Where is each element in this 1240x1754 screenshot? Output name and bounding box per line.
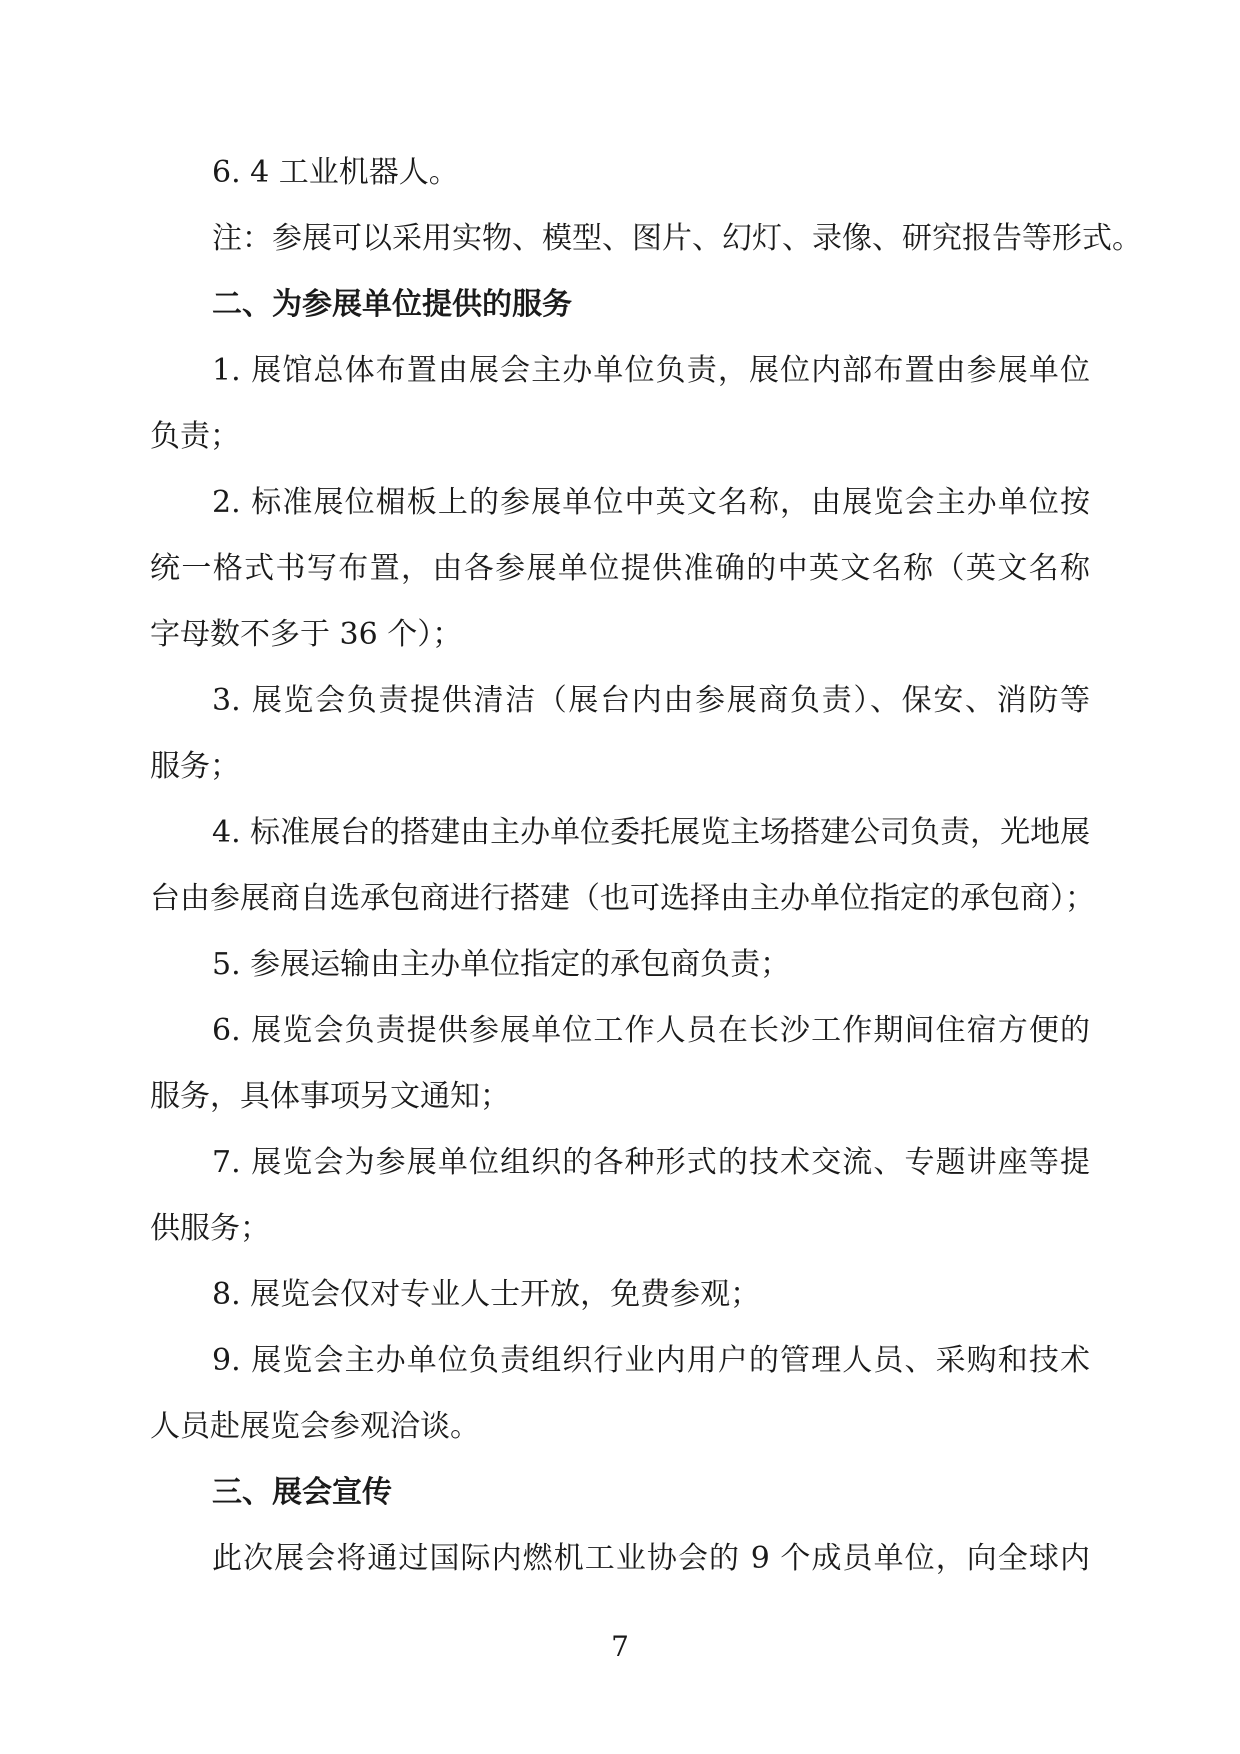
service-2-line-3: 字母数不多于 36 个）；	[150, 617, 463, 652]
service-4-line-1: 4. 标准展台的搭建由主办单位委托展览主场搭建公司负责，光地展	[212, 815, 1091, 850]
service-1-line-1: 1. 展馆总体布置由展会主办单位负责，展位内部布置由参展单位	[212, 353, 1090, 388]
service-7-line-1: 7. 展览会为参展单位组织的各种形式的技术交流、专题讲座等提	[212, 1145, 1090, 1180]
item-6-4: 6. 4 工业机器人。	[212, 155, 459, 190]
service-6-line-1: 6. 展览会负责提供参展单位工作人员在长沙工作期间住宿方便的	[212, 1013, 1090, 1048]
service-1-line-2: 负责；	[150, 419, 240, 454]
service-4-line-2: 台由参展商自选承包商进行搭建（也可选择由主办单位指定的承包商）；	[150, 881, 1095, 916]
page-number: 7	[611, 1630, 629, 1663]
service-6-line-2: 服务，具体事项另文通知；	[150, 1079, 510, 1114]
service-2-line-2: 统一格式书写布置，由各参展单位提供准确的中英文名称（英文名称	[150, 551, 1090, 586]
service-5: 5. 参展运输由主办单位指定的承包商负责；	[212, 947, 791, 982]
service-9-line-2: 人员赴展览会参观洽谈。	[150, 1409, 480, 1444]
service-8: 8. 展览会仅对专业人士开放，免费参观；	[212, 1277, 761, 1312]
section-3-heading: 三、展会宣传	[212, 1475, 392, 1510]
section-2-heading: 二、为参展单位提供的服务	[212, 287, 572, 322]
page-body	[150, 140, 1142, 1592]
service-3-line-1: 3. 展览会负责提供清洁（展台内由参展商负责）、保安、消防等	[212, 683, 1090, 718]
service-3-line-2: 服务；	[150, 749, 240, 784]
service-7-line-2: 供服务；	[150, 1211, 270, 1246]
service-9-line-1: 9. 展览会主办单位负责组织行业内用户的管理人员、采购和技术	[212, 1343, 1090, 1378]
section-3-paragraph-line-1: 此次展会将通过国际内燃机工业协会的 9 个成员单位，向全球内	[212, 1541, 1090, 1576]
note-paragraph: 注：参展可以采用实物、模型、图片、幻灯、录像、研究报告等形式。	[212, 221, 1142, 256]
service-2-line-1: 2. 标准展位楣板上的参展单位中英文名称，由展览会主办单位按	[212, 485, 1090, 520]
